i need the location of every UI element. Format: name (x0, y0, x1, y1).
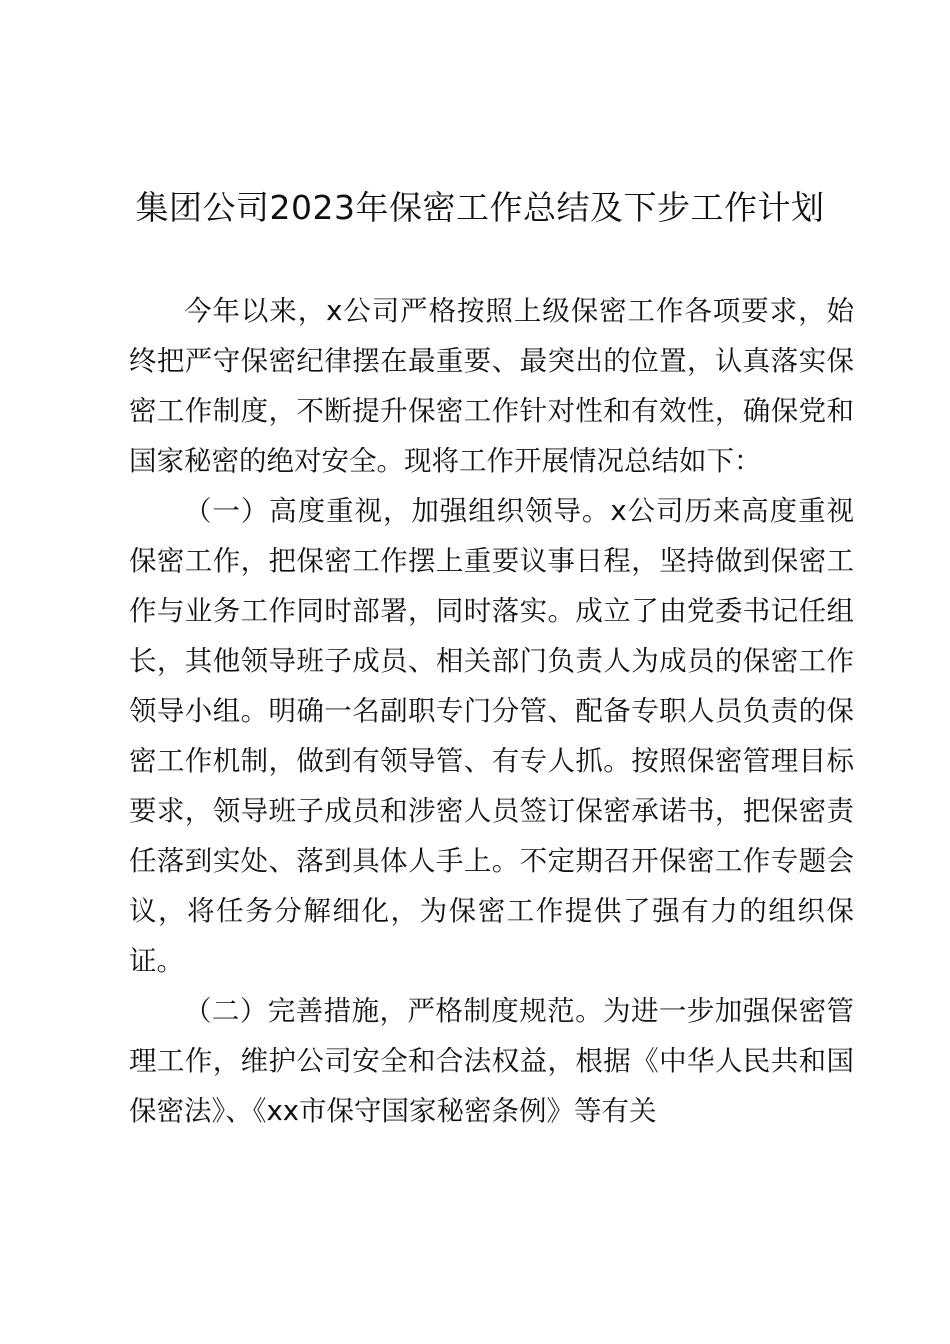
document-body (129, 286, 854, 1136)
paragraph-intro: 今年以来，x公司严格按照上级保密工作各项要求，始终把严守保密纪律摆在最重要、最突出的位置，认真落实保密工作制度，不断提升保密工作针对性和有效性，确保党和国家秘密的绝对安全。现将工作开展情况总结如下： (129, 295, 854, 477)
document-title: 集团公司2023年保密工作总结及下步工作计划 (135, 188, 825, 227)
paragraph-section-2: （二）完善措施，严格制度规范。为进一步加强保密管理工作，维护公司安全和合法权益，根据《中华人民共和国保密法》、《xx市保守国家秘密条例》等有关 (129, 995, 854, 1127)
paragraph-section-1: （一）高度重视，加强组织领导。x公司历来高度重视保密工作，把保密工作摆上重要议事日程，坚持做到保密工作与业务工作同时部署，同时落实。成立了由党委书记任组长，其他领导班子成员、相关部门负责人为成员的保密工作领导小组。明确一名副职专门分管、配备专职人员负责的保密工作机制，做到有领导管、有专人抓。按照保密管理目标要求，领导班子成员和涉密人员签订保密承诺书，把保密责任落到实处、落到具体人手上。不定期召开保密工作专题会议，将任务分解细化，为保密工作提供了强有力的组织保证。 (129, 495, 854, 977)
